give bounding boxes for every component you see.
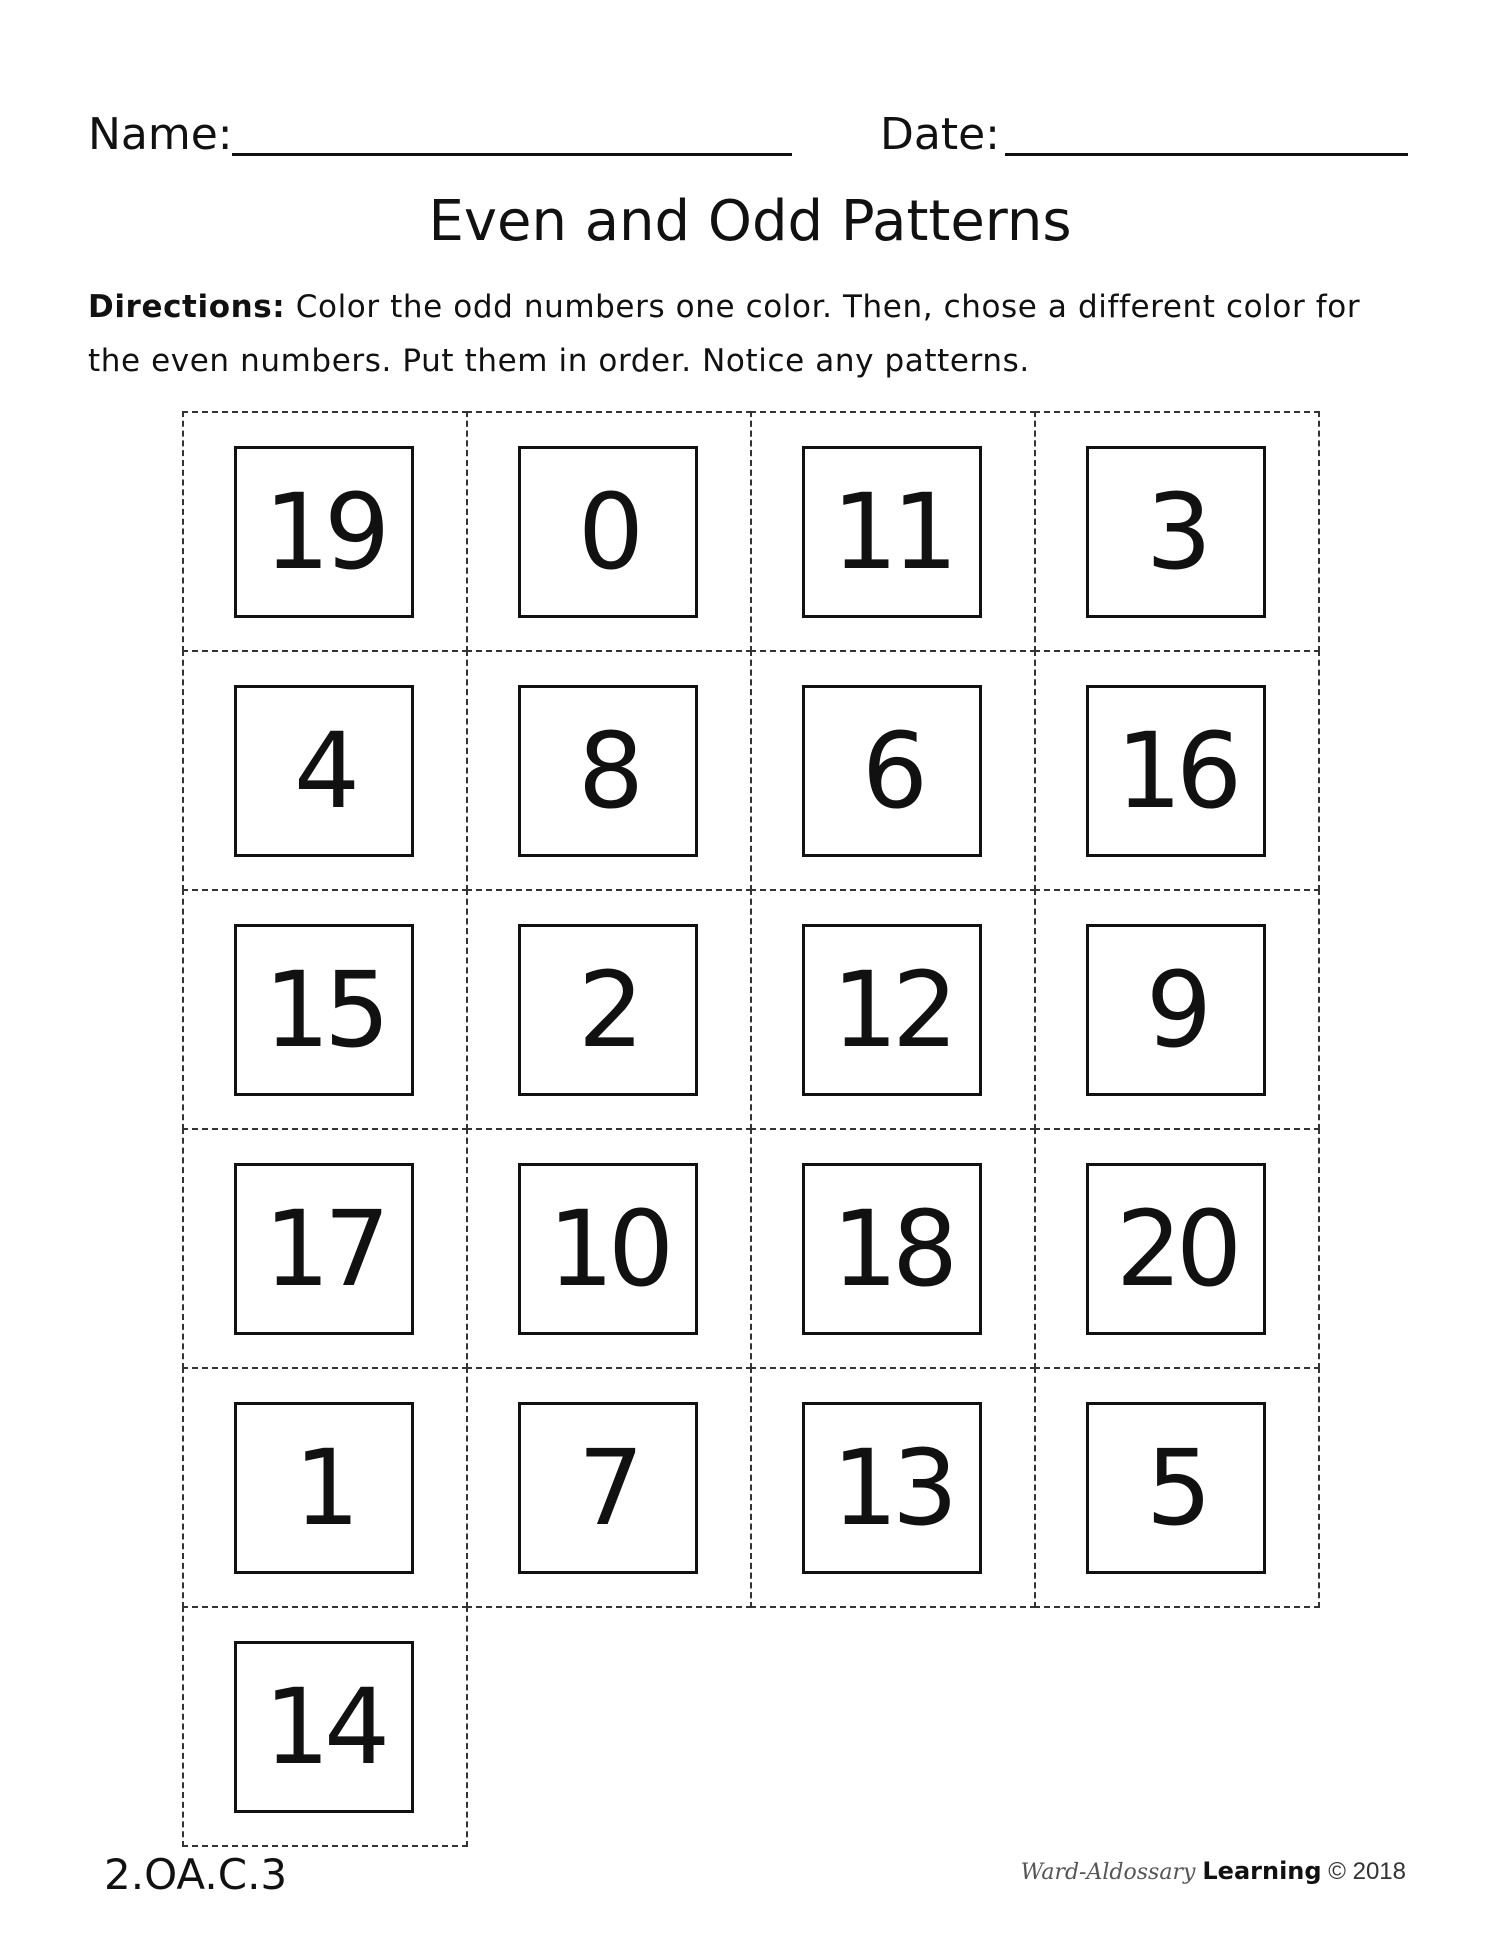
cut-cell — [750, 889, 1036, 1130]
name-field-line[interactable] — [232, 153, 792, 156]
number-card[interactable]: 15 — [234, 924, 414, 1096]
cut-cell — [466, 650, 752, 891]
cut-cell — [466, 889, 752, 1130]
name-label: Name: — [88, 109, 233, 160]
cut-cell — [466, 1367, 752, 1608]
cut-cell — [466, 1128, 752, 1369]
cut-cell — [1034, 1367, 1320, 1608]
number-card[interactable]: 6 — [802, 685, 982, 857]
date-label: Date: — [880, 109, 1000, 160]
cut-cell — [750, 1128, 1036, 1369]
number-card[interactable]: 11 — [802, 446, 982, 618]
cut-cell — [182, 650, 468, 891]
worksheet-title: Even and Odd Patterns — [428, 189, 1072, 254]
number-card[interactable]: 9 — [1086, 924, 1266, 1096]
cut-cell — [466, 411, 752, 652]
cut-cell — [750, 650, 1036, 891]
number-card[interactable]: 1 — [234, 1402, 414, 1574]
cut-cell — [750, 1367, 1036, 1608]
directions — [88, 280, 1418, 388]
cut-cell — [182, 1128, 468, 1369]
number-card[interactable]: 14 — [234, 1641, 414, 1813]
cut-cell — [182, 889, 468, 1130]
number-card[interactable]: 13 — [802, 1402, 982, 1574]
cut-cell — [182, 1606, 468, 1847]
card-grid — [182, 411, 1317, 1848]
cut-cell — [1034, 411, 1320, 652]
number-card[interactable]: 20 — [1086, 1163, 1266, 1335]
cut-cell — [182, 1367, 468, 1608]
number-card[interactable]: 18 — [802, 1163, 982, 1335]
cut-cell — [1034, 889, 1320, 1130]
number-card[interactable]: 0 — [518, 446, 698, 618]
cut-cell — [182, 411, 468, 652]
cut-cell — [1034, 650, 1320, 891]
number-card[interactable]: 17 — [234, 1163, 414, 1335]
cut-cell — [1034, 1128, 1320, 1369]
directions-label: Directions: — [88, 289, 286, 325]
credit-brand: Learning — [1202, 1857, 1322, 1885]
number-card[interactable]: 19 — [234, 446, 414, 618]
cut-cell — [750, 411, 1036, 652]
number-card[interactable]: 2 — [518, 924, 698, 1096]
number-card[interactable]: 7 — [518, 1402, 698, 1574]
number-card[interactable]: 10 — [518, 1163, 698, 1335]
number-card[interactable]: 16 — [1086, 685, 1266, 857]
date-field-line[interactable] — [1005, 153, 1408, 156]
number-card[interactable]: 3 — [1086, 446, 1266, 618]
number-card[interactable]: 4 — [234, 685, 414, 857]
standard-code: 2.OA.C.3 — [104, 1850, 288, 1899]
number-card[interactable]: 8 — [518, 685, 698, 857]
number-card[interactable]: 5 — [1086, 1402, 1266, 1574]
number-card[interactable]: 12 — [802, 924, 982, 1096]
credit-year: © 2018 — [1321, 1858, 1406, 1885]
directions-text: Color the odd numbers one color. Then, chose a different color for the even numbers. Put them in order. Notice any patterns. — [88, 289, 1361, 379]
copyright-credit — [1021, 1853, 1406, 1891]
credit-author: Ward-Aldossary — [1020, 1860, 1203, 1885]
